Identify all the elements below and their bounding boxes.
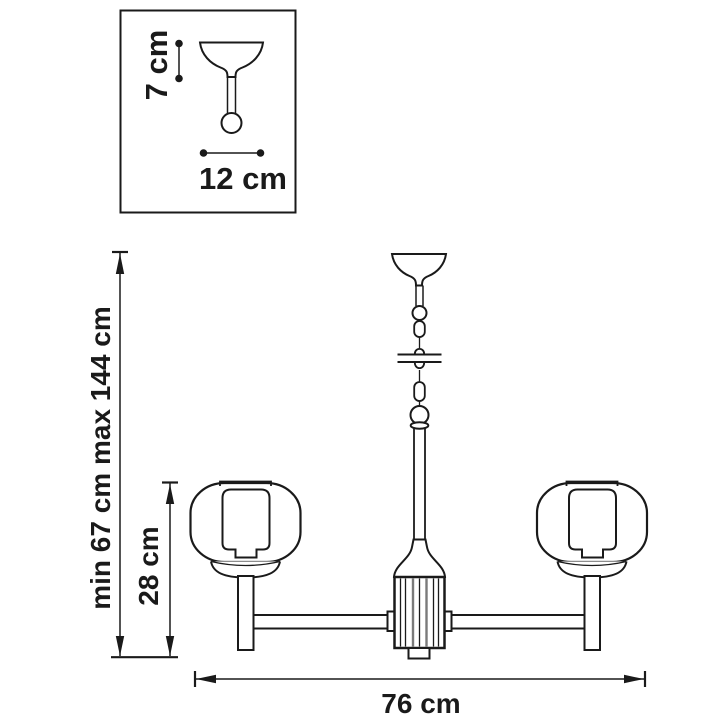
overall-width-dimension [195, 671, 645, 687]
overall-height-arrow-down [116, 636, 124, 656]
inset-height-dim-dot-top [175, 40, 183, 48]
inset-detail-box [121, 11, 296, 213]
chain-link-upper [414, 321, 425, 337]
inset-width-label: 12 cm [199, 161, 287, 196]
inset-canopy-drawing [200, 43, 263, 134]
right-arm [451, 615, 585, 629]
inset-height-dim-dot-bottom [175, 75, 183, 83]
center-body [388, 540, 452, 659]
inset-canopy-ball [222, 113, 242, 133]
suspension-chain [413, 306, 427, 354]
inset-width-dim-dot-left [200, 149, 208, 157]
shade-stem [238, 576, 254, 650]
shade-inner-diffuser [569, 490, 616, 558]
chain-bead [413, 306, 427, 320]
overall-width-label: 76 cm [381, 688, 461, 719]
chain-half-link-below-break [415, 363, 424, 369]
inset-canopy-bell [200, 43, 263, 78]
chandelier-drawing [191, 254, 648, 659]
chain-ball-collar [411, 422, 429, 428]
inset-width-dimension [200, 149, 265, 157]
left-shade [191, 482, 301, 651]
break-symbol [398, 355, 442, 363]
body-height-label: 28 cm [133, 526, 164, 606]
suspension-chain-lower [411, 363, 429, 429]
inset-height-dimension [175, 40, 183, 83]
canopy [392, 254, 446, 306]
right-shade [537, 482, 647, 651]
inset-width-dim-dot-right [257, 149, 265, 157]
hanging-rod [414, 429, 425, 541]
chain-half-link-above-break [415, 349, 424, 354]
body-height-dimension [162, 483, 178, 657]
chain-link-lower [414, 382, 425, 401]
body-height-arrow-up [166, 484, 174, 504]
overall-height-arrow-up [116, 254, 124, 275]
shade-inner-diffuser [223, 490, 270, 558]
shade-stem [585, 576, 601, 650]
body-height-arrow-down [166, 636, 174, 656]
canopy-bell [392, 254, 446, 286]
inset-height-label: 7 cm [139, 29, 174, 101]
overall-height-label: min 67 cm max 144 cm [85, 306, 116, 610]
overall-width-arrow-left [196, 675, 216, 683]
overall-width-arrow-right [624, 675, 644, 683]
center-bottom-cap [409, 648, 430, 659]
left-arm [254, 615, 389, 629]
center-trumpet [394, 540, 445, 578]
